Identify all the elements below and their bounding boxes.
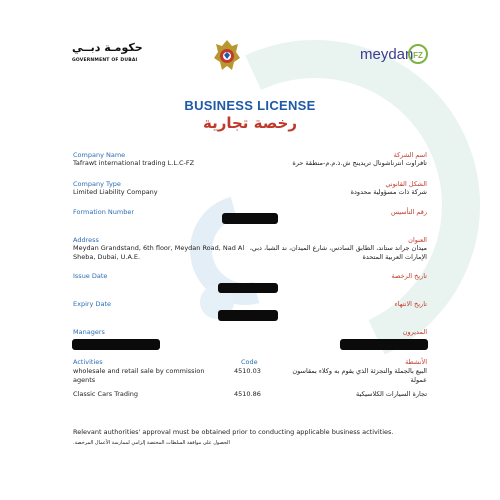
company-name-value-arabic: تافراوت انترناشونال تريدينج ش.ذ.م.م-منطقة حرة bbox=[292, 159, 427, 167]
managers-redaction-arabic bbox=[340, 339, 428, 350]
address-value-arabic-line1: ميدان جراند ستاند، الطابق السادس، شارع الميدان، ند الشبا، دبي، bbox=[249, 244, 427, 252]
activity-2-code: 4510.86 bbox=[234, 390, 261, 398]
managers-label-arabic: المديرون bbox=[402, 328, 427, 336]
managers-label: Managers bbox=[73, 328, 105, 336]
company-type-label: Company Type bbox=[73, 180, 121, 188]
company-type-label-arabic: الشكل القانوني bbox=[385, 180, 427, 188]
issue-date-redaction bbox=[218, 283, 278, 293]
footer-notice-english: Relevant authorities' approval must be obtained prior to conducting applicable business activities. bbox=[73, 428, 394, 436]
header bbox=[0, 38, 500, 88]
formation-number-label-arabic: رقم التأسيس bbox=[390, 208, 427, 216]
address-label: Address bbox=[73, 236, 99, 244]
activities-label: Activities bbox=[73, 358, 103, 366]
issue-date-label: Issue Date bbox=[73, 272, 108, 280]
activity-2-en-line1: Classic Cars Trading bbox=[73, 390, 139, 398]
expiry-date-label: Expiry Date bbox=[73, 300, 112, 308]
footer-notice-arabic: الحصول على موافقة السلطات المختصة إلزامي لممارسة الأعمال المرخصة. bbox=[73, 440, 230, 446]
company-name-value: Tafrawt international trading L.L.C-FZ bbox=[73, 159, 195, 167]
formation-number-redaction bbox=[222, 213, 278, 224]
managers-redaction-english bbox=[72, 339, 160, 350]
brand-badge: FZ bbox=[408, 44, 428, 64]
activity-2-ar-line1: تجارة السيارات الكلاسيكية bbox=[356, 390, 427, 398]
title-english: BUSINESS LICENSE bbox=[184, 98, 316, 113]
gov-name-english: GOVERNMENT OF DUBAI bbox=[72, 58, 138, 63]
expiry-date-redaction bbox=[218, 310, 278, 321]
activity-1-en-line1: wholesale and retail sale by commission bbox=[73, 367, 205, 375]
issue-date-label-arabic: تاريخ الرخصة bbox=[391, 272, 427, 280]
dubai-crest-icon bbox=[212, 38, 242, 72]
company-name-label-arabic: اسم الشركة bbox=[393, 151, 427, 159]
company-type-value: Limited Liability Company bbox=[73, 188, 158, 196]
activities-code-label: Code bbox=[241, 358, 258, 366]
activity-1-en-line2: agents bbox=[73, 376, 96, 384]
gov-name-arabic: حكومـة دبــي bbox=[72, 41, 143, 54]
address-value-line2: Sheba, Dubai, U.A.E. bbox=[73, 253, 141, 261]
meydan-fz-logo bbox=[360, 44, 432, 74]
company-name-label: Company Name bbox=[73, 151, 126, 159]
activities-label-arabic: الأنشطة bbox=[405, 358, 427, 366]
address-value-line1: Meydan Grandstand, 6th floor, Meydan Road, Nad Al bbox=[73, 244, 245, 252]
address-value-arabic-line2: الإمارات العربية المتحدة bbox=[362, 253, 427, 261]
activity-1-ar-line1: البيع بالجملة والتجزئة الذي يقوم به وكلاء بمقاسون bbox=[292, 367, 427, 375]
address-label-arabic: العنوان bbox=[408, 236, 427, 244]
activity-1-ar-line2: عمولة bbox=[410, 376, 427, 384]
government-of-dubai-logo bbox=[72, 38, 182, 72]
formation-number-label: Formation Number bbox=[73, 208, 134, 216]
activity-1-code: 4510.03 bbox=[234, 367, 261, 375]
expiry-date-label-arabic: تاريخ الانتهاء bbox=[394, 300, 427, 308]
company-type-value-arabic: شركة ذات مسؤولية محدودة bbox=[350, 188, 427, 196]
title-arabic: رخصة تجارية bbox=[203, 114, 297, 132]
brand-name: meydan bbox=[360, 46, 414, 63]
